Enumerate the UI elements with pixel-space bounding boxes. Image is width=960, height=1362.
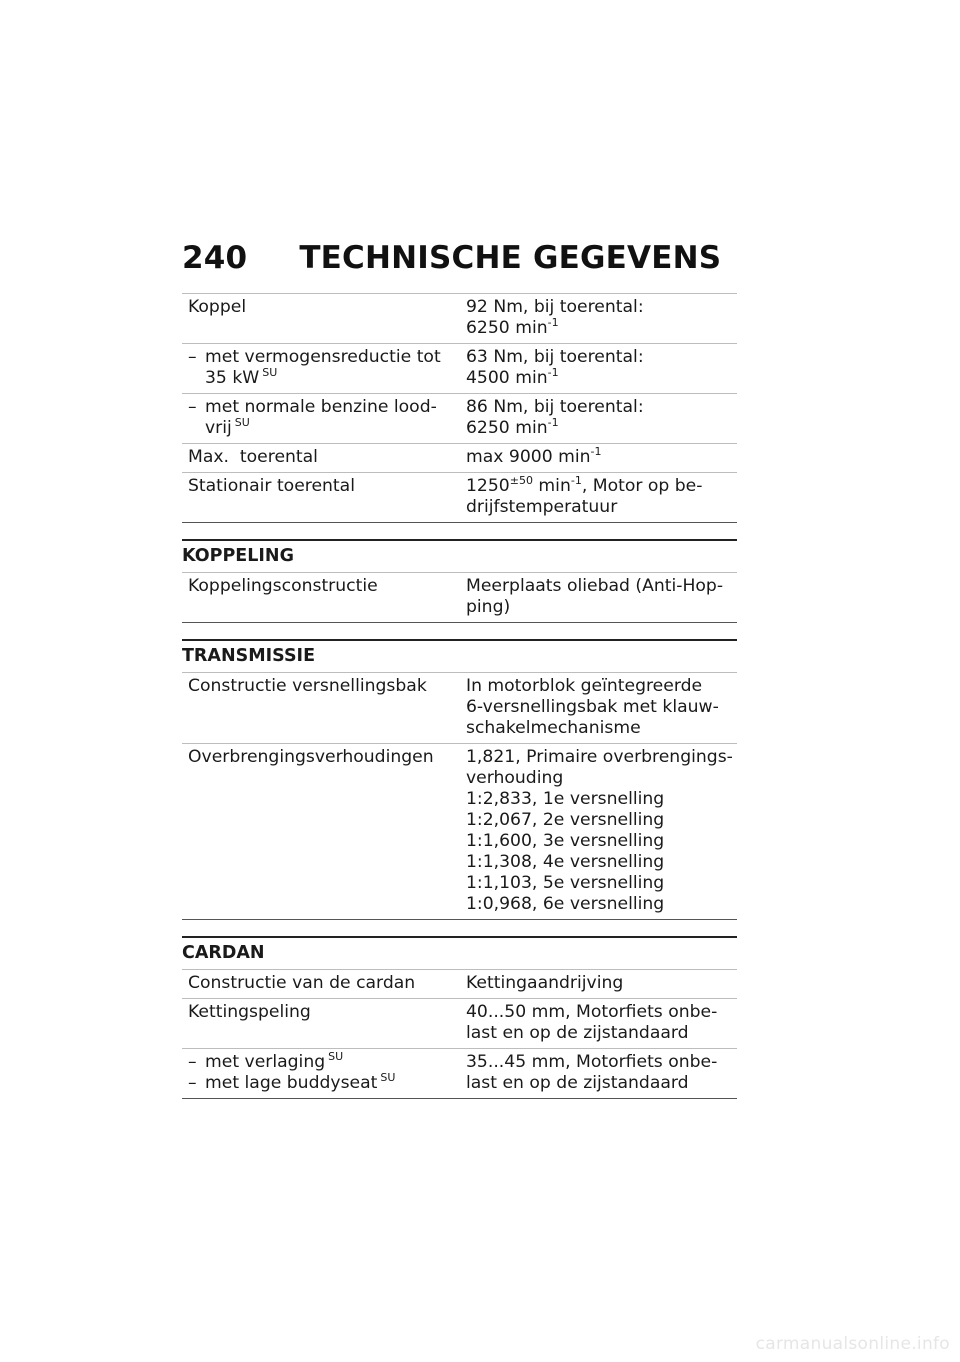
page-number: 240 (182, 240, 248, 276)
spec-content (182, 293, 737, 1099)
table-row (182, 970, 737, 999)
table-row (182, 999, 737, 1049)
spec-value: 63 Nm, bij toerental: 4500 $\min^{-1}$ (460, 344, 737, 394)
section-title-transmissie: TRANSMISSIE (182, 639, 737, 672)
spec-label: – met verlaging $^{SU}$ – met lage buddyseat $^{SU}$ (182, 1049, 460, 1099)
table-row (182, 444, 737, 473)
spec-value: 86 Nm, bij toerental: 6250 $\min^{-1}$ (460, 394, 737, 444)
spec-value: In motorblok geïntegreerde 6-versnellingsbak met klauw- schakelmechanisme (460, 673, 737, 744)
section-title-koppeling: KOPPELING (182, 539, 737, 572)
table-row (182, 294, 737, 344)
spec-label: Max. toerental (182, 444, 460, 473)
spec-value: 92 Nm, bij toerental: 6250 $\min^{-1}$ (460, 294, 737, 344)
spec-label: Koppelingsconstructie (182, 573, 460, 623)
watermark: carmanualsonline.info (755, 1334, 950, 1354)
table-row (182, 673, 737, 744)
cardan-table (182, 969, 737, 1099)
spec-label: Constructie versnellingsbak (182, 673, 460, 744)
spec-label: Kettingspeling (182, 999, 460, 1049)
spec-label: Stationair toerental (182, 473, 460, 523)
page-header (182, 240, 721, 276)
table-row (182, 473, 737, 523)
spec-value: $1250^{\pm 50}$ $\min^{-1}$, Motor op be- drijfstemperatuur (460, 473, 737, 523)
table-row (182, 394, 737, 444)
table-row (182, 344, 737, 394)
section-title-cardan: CARDAN (182, 936, 737, 969)
spec-label: – met normale benzine lood- vrij $^{SU}$ (182, 394, 460, 444)
spec-value: 40...50 mm, Motorfiets onbe- last en op de zijstandaard (460, 999, 737, 1049)
page-title: TECHNISCHE GEGEVENS (299, 240, 722, 276)
spec-value: Kettingaandrijving (460, 970, 737, 999)
spec-value: max 9000 $\min^{-1}$ (460, 444, 737, 473)
spec-value: Meerplaats oliebad (Anti-Hop- ping) (460, 573, 737, 623)
table-row (182, 573, 737, 623)
table-row (182, 1049, 737, 1099)
spec-value: 1,821, Primaire overbrengings- verhouding 1:2,833, 1e versnelling 1:2,067, 2e versnelling 1:1,600, 3e versnelling 1:1,308, 4e versnelling 1:1,103, 5e versnelling 1:0,968, 6e versnelling (460, 744, 737, 920)
transmissie-table (182, 672, 737, 920)
torque-table (182, 293, 737, 523)
spec-label: Constructie van de cardan (182, 970, 460, 999)
spec-value: 35...45 mm, Motorfiets onbe- last en op de zijstandaard (460, 1049, 737, 1099)
table-row (182, 744, 737, 920)
spec-label: Overbrengingsverhoudingen (182, 744, 460, 920)
spec-label: – met vermogensreductie tot 35 kW $^{SU}$ (182, 344, 460, 394)
koppeling-table (182, 572, 737, 623)
spec-label: Koppel (182, 294, 460, 344)
